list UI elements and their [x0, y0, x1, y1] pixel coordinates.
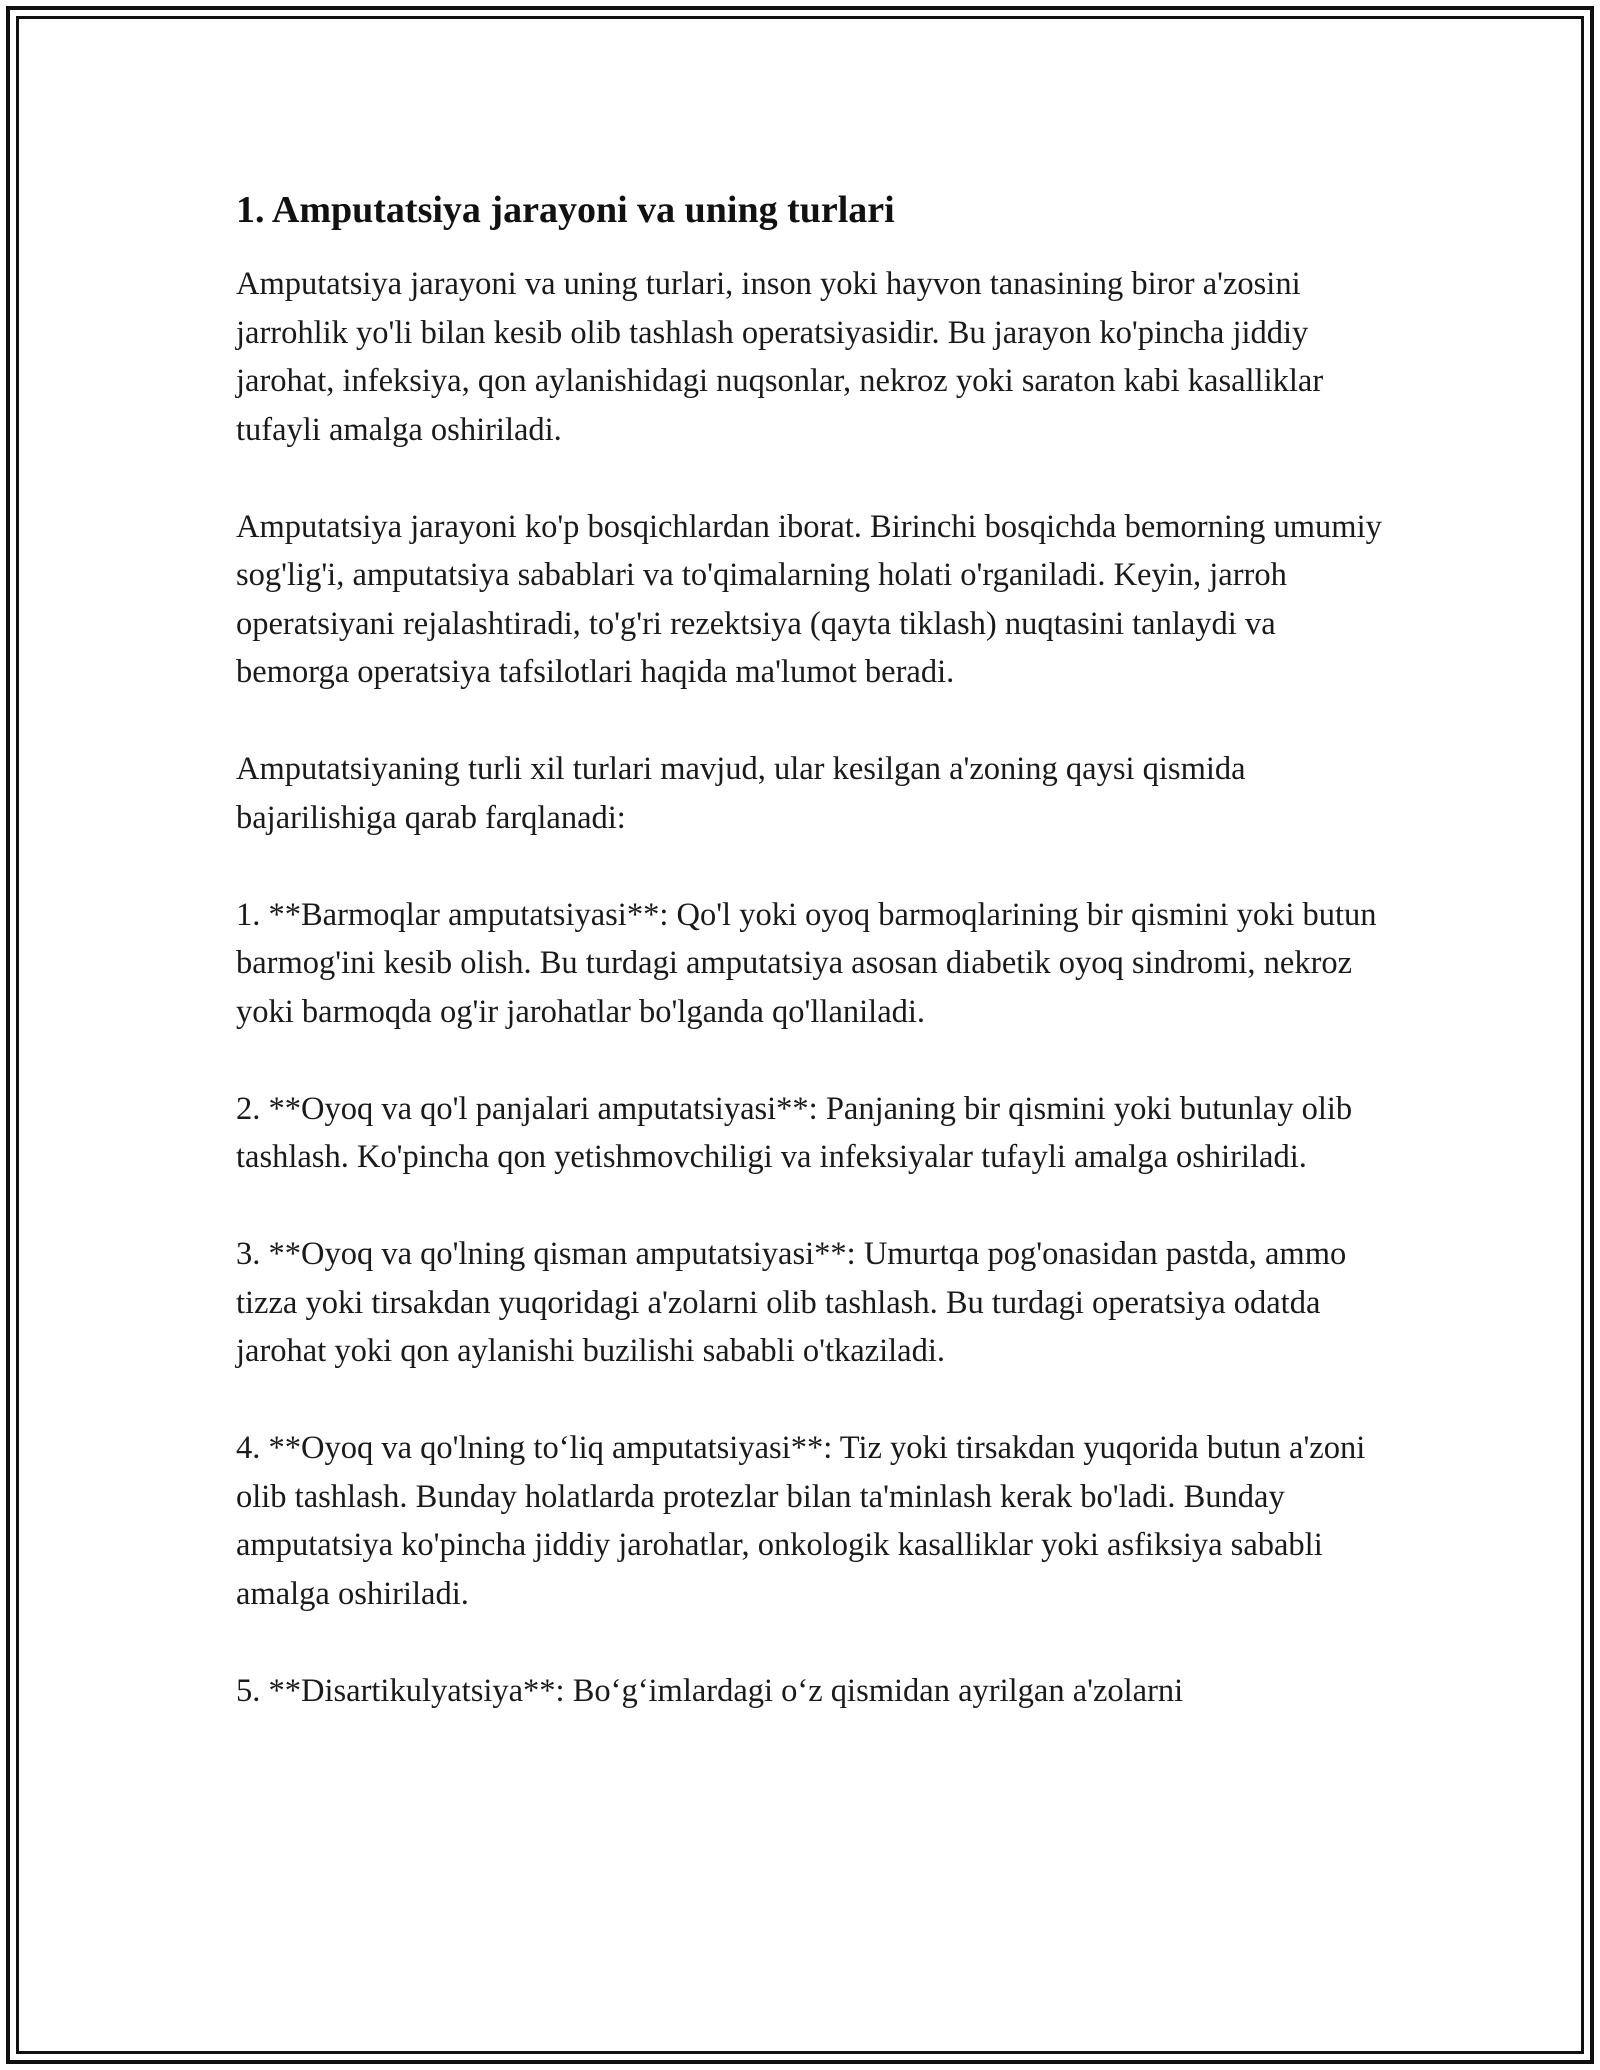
list-item-disarticulation: 5. **Disartikulyatsiya**: Bo‘g‘imlardagi o‘z qismidan ayrilgan a'zolarni [236, 1672, 1184, 1709]
paragraph-types-intro: Amputatsiyaning turli xil turlari mavjud, ular kesilgan a'zoning qaysi qismida bajarilishiga qarab farqlanadi: [236, 751, 1246, 836]
list-item-full-limb-amputation: 4. **Oyoq va qo'lning to‘liq amputatsiyasi**: Tiz yoki tirsakdan yuqorida butun a'zoni olib tashlash. Bunday holatlarda protezlar bilan ta'minlash kerak bo'ladi. Bunday amputatsiya ko'pincha jiddiy jarohatlar, onkologik kasalliklar yoki asfiksiya sababli amalga oshiriladi. [236, 1430, 1366, 1612]
list-item-finger-amputation: 1. **Barmoqlar amputatsiyasi**: Qo'l yoki oyoq barmoqlarining bir qismini yoki butun barmog'ini kesib olish. Bu turdagi amputatsiya asosan diabetik oyoq sindromi, nekroz yoki barmoqda og'ir jarohatlar bo'lganda qo'llaniladi. [236, 896, 1377, 1030]
document-body [236, 186, 1386, 1764]
paragraph-process: Amputatsiya jarayoni ko'p bosqichlardan iborat. Birinchi bosqichda bemorning umumiy sog'lig'i, amputatsiya sabablari va to'qimalarning holati o'rganiladi. Keyin, jarroh operatsiyani rejalashtiradi, to'g'ri rezektsiya (qayta tiklash) nuqtasini tanlaydi va bemorga operatsiya tafsilotlari haqida ma'lumot beradi. [236, 508, 1382, 690]
section-heading: 1. Amputatsiya jarayoni va uning turlari [236, 189, 895, 231]
list-item-partial-limb-amputation: 3. **Oyoq va qo'lning qisman amputatsiyasi**: Umurtqa pog'onasidan pastda, ammo tizza yoki tirsakdan yuqoridagi a'zolarni olib tashlash. Bu turdagi operatsiya odatda jarohat yoki qon aylanishi buzilishi sababli o'tkaziladi. [236, 1236, 1347, 1369]
list-item-hand-foot-amputation: 2. **Oyoq va qo'l panjalari amputatsiyasi**: Panjaning bir qismini yoki butunlay olib tashlash. Ko'pincha qon yetishmovchiligi va infeksiyalar tufayli amalga oshiriladi. [236, 1090, 1353, 1175]
paragraph-intro: Amputatsiya jarayoni va uning turlari, inson yoki hayvon tanasining biror a'zosini jarrohlik yo'li bilan kesib olib tashlash operatsiyasidir. Bu jarayon ko'pincha jiddiy jarohat, infeksiya, qon aylanishidagi nuqsonlar, nekroz yoki saraton kabi kasalliklar tufayli amalga oshiriladi. [236, 266, 1324, 448]
